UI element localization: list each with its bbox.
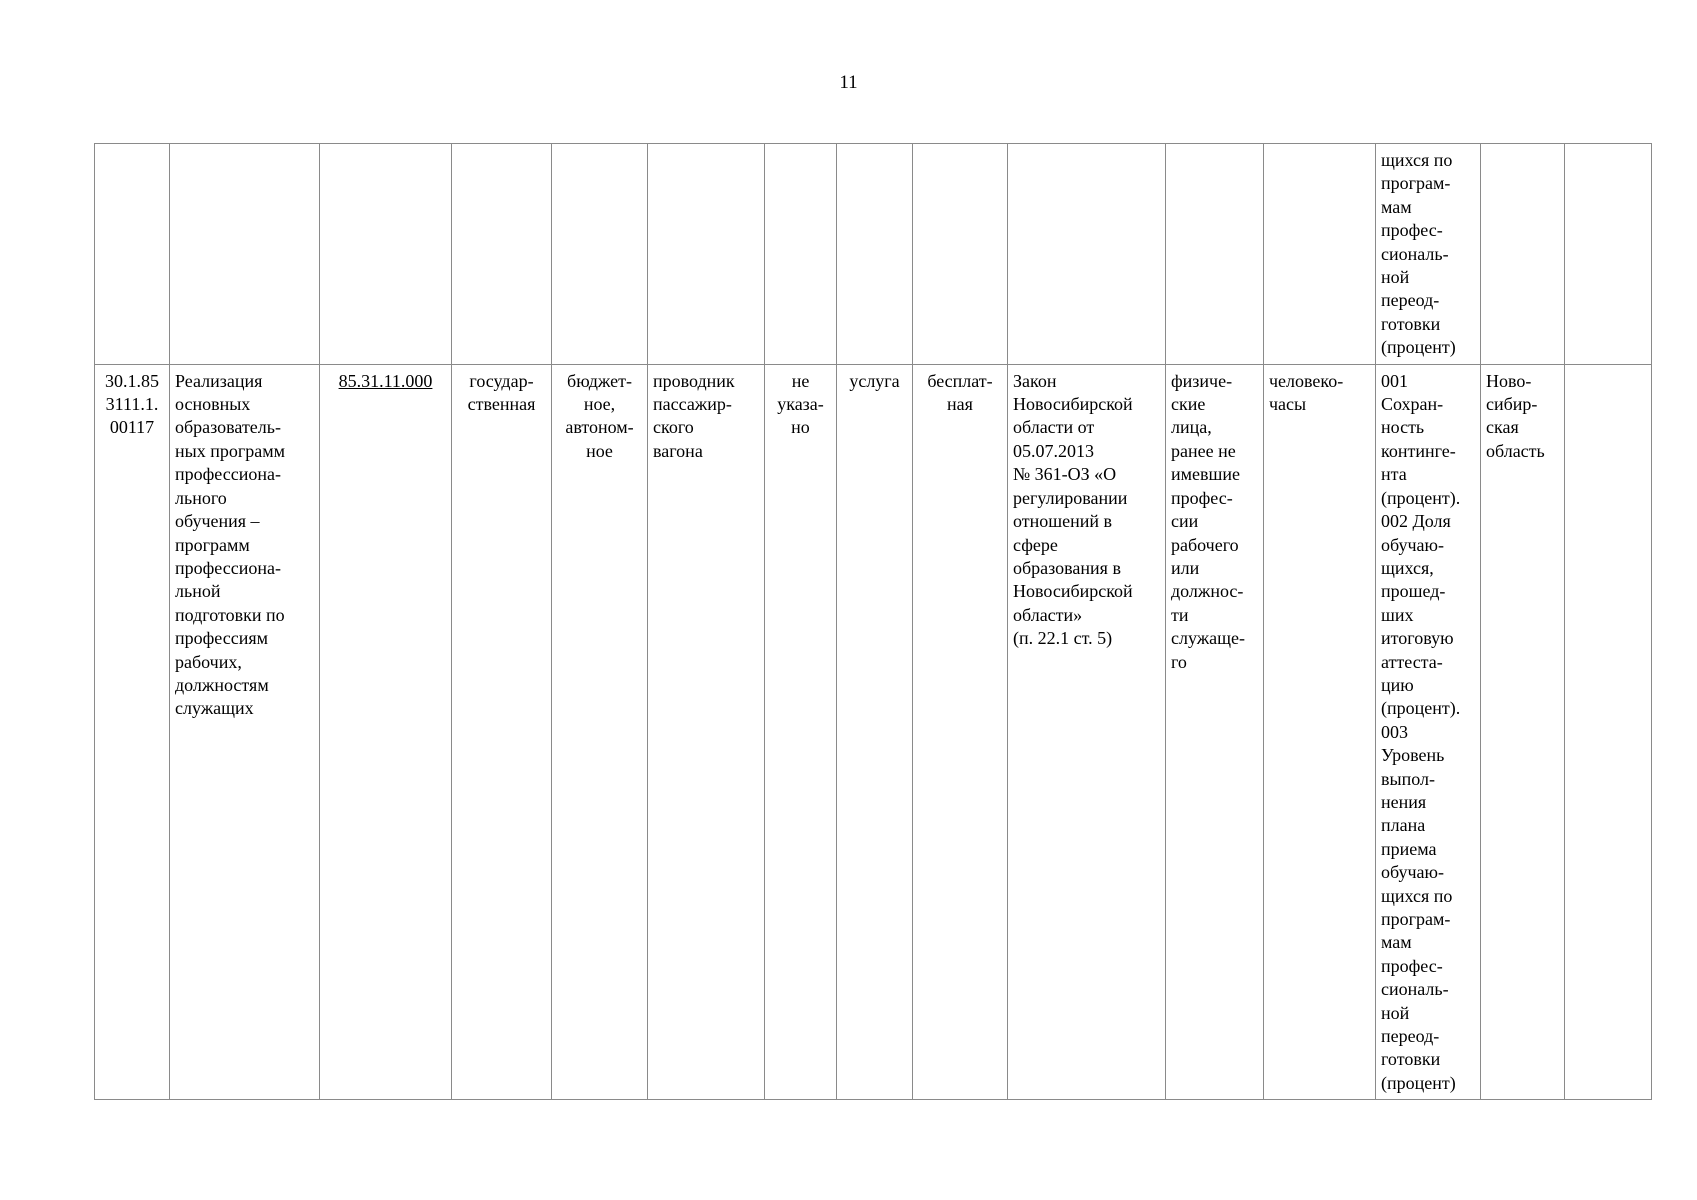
- cell-indicators: [1376, 144, 1481, 365]
- cell-text-line: ных программ: [175, 440, 286, 461]
- cell-text-line: регулировании: [1013, 487, 1128, 508]
- cell-region: [1481, 144, 1565, 365]
- cell-text-line: сиональ-: [1381, 243, 1449, 264]
- cell-volume-unit: [1264, 364, 1376, 1100]
- cell-payment: [913, 364, 1008, 1100]
- cell-text-line: 00117: [109, 417, 155, 438]
- table-row-continued: [95, 144, 1652, 365]
- cell-text-line: програм-: [1381, 173, 1451, 194]
- cell-text-line: или: [1171, 557, 1200, 578]
- cell-text-line: ранее не: [1171, 440, 1236, 461]
- cell-text-line: проводник: [653, 370, 735, 391]
- cell-text-line: бесплат-: [927, 370, 993, 391]
- cell-kind: [837, 144, 913, 365]
- cell-text-line: льного: [175, 487, 227, 508]
- cell-text-line: сии: [1171, 511, 1199, 532]
- cell-text-line: часы: [1269, 394, 1307, 415]
- cell-text-line: 30.1.85: [105, 370, 159, 391]
- cell-text-line: нта: [1381, 464, 1407, 485]
- cell-form: [765, 364, 837, 1100]
- cell-text-line: (процент): [1381, 337, 1456, 358]
- cell-payment: [913, 144, 1008, 365]
- cell-indicators: [1376, 364, 1481, 1100]
- cell-text-line: ские: [1171, 394, 1206, 415]
- cell-text-line: ти: [1171, 604, 1189, 625]
- cell-text-line: Уровень: [1381, 745, 1445, 766]
- table-row: [95, 364, 1652, 1100]
- cell-text-line: ной: [1381, 267, 1410, 288]
- cell-text-line: (процент): [1381, 1072, 1456, 1093]
- cell-volume-unit: [1264, 144, 1376, 365]
- cell-text-line: области»: [1013, 604, 1083, 625]
- cell-text-line: аттеста-: [1381, 651, 1443, 672]
- cell-text-line: континге-: [1381, 440, 1456, 461]
- cell-text-line: мам: [1381, 932, 1412, 953]
- cell-text-line: (процент).: [1381, 698, 1461, 719]
- cell-text-line: профессиона-: [175, 557, 281, 578]
- cell-text-line: но: [791, 417, 810, 438]
- cell-text-line: № 361-ОЗ «О: [1013, 464, 1117, 485]
- cell-okved: [320, 144, 452, 365]
- cell-text-line: вагона: [653, 440, 703, 461]
- cell-text-line: мам: [1381, 196, 1412, 217]
- cell-text-line: щихся,: [1381, 557, 1434, 578]
- cell-name: [170, 144, 320, 365]
- cell-text-line: пассажир-: [653, 394, 732, 415]
- cell-text-line: профессиям: [175, 628, 269, 649]
- cell-text-line: Новосибирской: [1013, 581, 1133, 602]
- cell-text-line: служащих: [175, 698, 254, 719]
- cell-text-line: выпол-: [1381, 768, 1435, 789]
- cell-text-line: готовки: [1381, 1049, 1441, 1070]
- cell-text-line: бюджет-: [567, 370, 632, 391]
- cell-form: [765, 144, 837, 365]
- cell-text-line: человеко-: [1269, 370, 1344, 391]
- cell-name: [170, 364, 320, 1100]
- cell-text-line: указа-: [777, 394, 824, 415]
- cell-text-line: (процент).: [1381, 487, 1461, 508]
- cell-text-line: автоном-: [565, 417, 634, 438]
- cell-text-line: Реализация: [175, 370, 263, 391]
- cell-text-line: 002 Доля: [1381, 511, 1451, 532]
- cell-text-line: профес-: [1381, 220, 1443, 241]
- cell-text-line: ное,: [583, 394, 616, 415]
- cell-text-line: сфере: [1013, 534, 1058, 555]
- cell-text-line: служаще-: [1171, 628, 1246, 649]
- cell-text-line: Ново-: [1486, 370, 1532, 391]
- cell-text-line: области от: [1013, 417, 1095, 438]
- cell-text-line: ших: [1381, 604, 1414, 625]
- cell-text-line: нения: [1381, 791, 1427, 812]
- cell-text-line: плана: [1381, 815, 1426, 836]
- cell-text-line: образователь-: [175, 417, 281, 438]
- cell-text-line: ственная: [467, 394, 536, 415]
- cell-consumers: [1166, 144, 1264, 365]
- cell-text-line: профес-: [1381, 955, 1443, 976]
- cell-last: [1565, 364, 1652, 1100]
- cell-text-line: ная: [947, 394, 973, 415]
- cell-text-line: цию: [1381, 674, 1414, 695]
- cell-text-line: государ-: [469, 370, 534, 391]
- cell-text-line: должностям: [175, 674, 269, 695]
- cell-text-line: готовки: [1381, 313, 1441, 334]
- cell-kind: [837, 364, 913, 1100]
- cell-text-line: имевшие: [1171, 464, 1240, 485]
- cell-text-line: ное: [586, 440, 613, 461]
- cell-text-line: подготовки по: [175, 604, 285, 625]
- cell-text-line: ского: [653, 417, 694, 438]
- cell-text-line: ность: [1381, 417, 1425, 438]
- cell-region: [1481, 364, 1565, 1100]
- cell-text-line: обучаю-: [1381, 534, 1444, 555]
- cell-code: [95, 364, 170, 1100]
- cell-profession: [648, 144, 765, 365]
- cell-consumers: [1166, 364, 1264, 1100]
- cell-text-line: 003: [1381, 721, 1408, 742]
- cell-text-line: профессиона-: [175, 464, 281, 485]
- cell-text-line: сиональ-: [1381, 979, 1449, 1000]
- cell-text-line: го: [1171, 651, 1187, 672]
- cell-text-line: програм-: [1381, 909, 1451, 929]
- cell-text-line: переод-: [1381, 290, 1440, 311]
- cell-text-line: область: [1486, 440, 1545, 461]
- cell-law: [1008, 364, 1166, 1100]
- cell-text-line: лица,: [1171, 417, 1212, 438]
- cell-ownership: [452, 364, 552, 1100]
- cell-text-line: Новосибирской: [1013, 394, 1133, 415]
- kind-text: услуга: [849, 370, 900, 391]
- cell-text-line: Сохран-: [1381, 394, 1444, 415]
- cell-text-line: профес-: [1171, 487, 1233, 508]
- cell-text-line: 3111.1.: [105, 394, 159, 415]
- cell-text-line: обучаю-: [1381, 862, 1444, 883]
- cell-text-line: 001: [1381, 370, 1408, 391]
- cell-text-line: Закон: [1013, 370, 1057, 391]
- cell-text-line: рабочих,: [175, 651, 242, 672]
- cell-text-line: основных: [175, 394, 251, 415]
- cell-institution-type: [552, 144, 648, 365]
- cell-code: [95, 144, 170, 365]
- cell-text-line: отношений в: [1013, 511, 1113, 532]
- cell-text-line: льной: [175, 581, 221, 602]
- okved-code: 85.31.11.000: [338, 370, 433, 391]
- services-table: [94, 143, 1652, 1100]
- cell-text-line: сибир-: [1486, 394, 1538, 415]
- cell-okved: [320, 364, 452, 1100]
- cell-text-line: щихся по: [1381, 150, 1453, 170]
- cell-profession: [648, 364, 765, 1100]
- cell-text-line: прошед-: [1381, 581, 1446, 602]
- cell-text-line: рабочего: [1171, 534, 1239, 555]
- cell-text-line: не: [791, 370, 810, 391]
- cell-text-line: ская: [1486, 417, 1519, 438]
- cell-text-line: переод-: [1381, 1026, 1440, 1047]
- cell-text-line: (п. 22.1 ст. 5): [1013, 628, 1113, 649]
- cell-text-line: приема: [1381, 838, 1437, 859]
- cell-text-line: ной: [1381, 1002, 1410, 1023]
- cell-text-line: итоговую: [1381, 628, 1454, 649]
- cell-last: [1565, 144, 1652, 365]
- cell-law: [1008, 144, 1166, 365]
- cell-institution-type: [552, 364, 648, 1100]
- cell-text-line: физиче-: [1171, 370, 1233, 391]
- cell-text-line: обучения –: [175, 511, 260, 532]
- cell-text-line: образования в: [1013, 557, 1121, 578]
- cell-text-line: должнос-: [1171, 581, 1244, 602]
- page-number: 11: [839, 72, 858, 93]
- cell-text-line: 05.07.2013: [1013, 440, 1094, 461]
- cell-text-line: щихся по: [1381, 885, 1453, 906]
- cell-text-line: программ: [175, 534, 250, 555]
- cell-ownership: [452, 144, 552, 365]
